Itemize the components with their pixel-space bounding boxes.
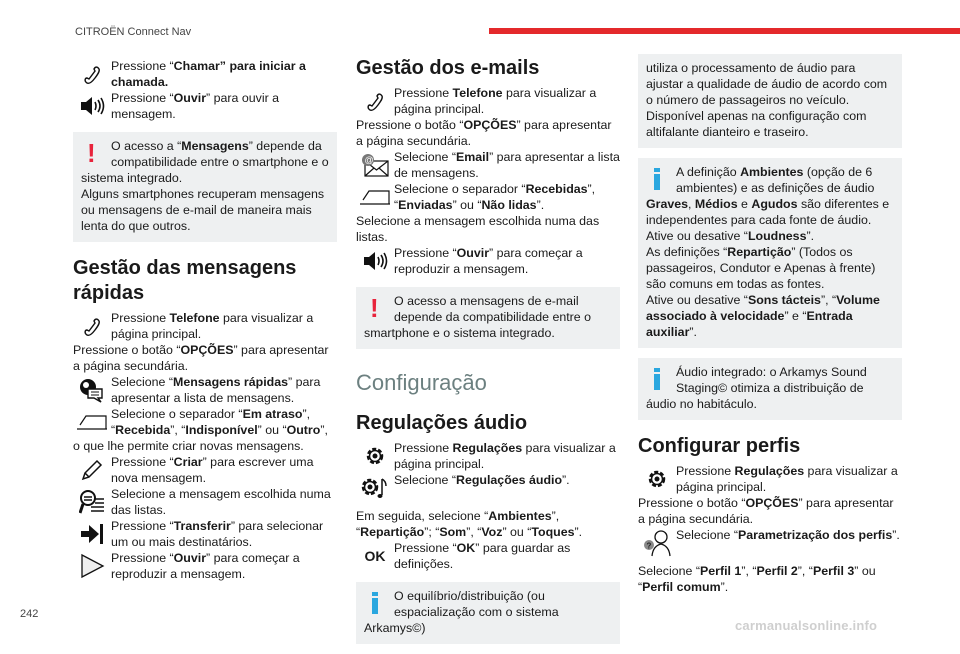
instruction-step	[638, 463, 902, 495]
subsection-heading: Gestão das mensagens rápidas	[73, 257, 297, 304]
subsection-heading: Gestão dos e-mails	[356, 57, 540, 79]
instruction-step	[73, 374, 337, 406]
text-run: Pressione “	[394, 246, 457, 260]
text-run: Selecione a mensagem escolhida numa das listas.	[356, 214, 600, 244]
svg-text:@: @	[364, 155, 374, 165]
text-run: são diferentes e independentes para cada fonte de áudio. Ative ou desative “	[646, 197, 890, 243]
text-run: Pressione “	[111, 455, 174, 469]
text-run: ” para ouvir a mensagem.	[111, 91, 280, 121]
bold-text: Transferir	[173, 519, 231, 533]
text-run: ”.	[689, 325, 697, 339]
text-run: ”; “	[424, 525, 440, 539]
warning-note	[356, 287, 620, 349]
tab-icon	[73, 406, 111, 438]
instruction-step	[356, 149, 620, 181]
text-run: Pressione “	[111, 519, 174, 533]
svg-text:?: ?	[646, 541, 652, 551]
instruction-step	[356, 245, 620, 277]
bold-text: Toques	[531, 525, 575, 539]
subsection-heading: Regulações áudio	[356, 412, 528, 434]
text-run: ” (Todos os passageiros, Condutor e Apenas à frente) são comuns em todas as fontes. Ative ou desative “	[646, 245, 876, 307]
bold-text: Recebidas	[525, 182, 588, 196]
info-icon	[364, 588, 394, 616]
text-run: Selecione “	[676, 528, 738, 542]
text-run: e	[737, 197, 752, 211]
text-run: ”, “	[170, 423, 186, 437]
bold-text: Enviadas	[398, 198, 453, 212]
text-run: Pressione o botão “	[638, 496, 746, 510]
text-run: Pressione o botão “	[73, 343, 181, 357]
text-run: Pressione o botão “	[356, 118, 464, 132]
paragraph	[356, 508, 620, 540]
bold-text: Ambientes	[488, 509, 552, 523]
phone-icon	[73, 310, 111, 342]
text-run: ”, “	[394, 182, 596, 212]
warning-icon: !	[87, 138, 96, 168]
text-run: Pressione	[676, 464, 735, 478]
bold-text: Ouvir	[173, 91, 207, 105]
bold-text: Não lidas	[481, 198, 537, 212]
gear-music-icon	[356, 472, 394, 504]
text-run: ” ou “	[502, 525, 532, 539]
bold-text: Graves	[646, 197, 689, 211]
text-run: ” para apresentar a página secundária.	[73, 343, 329, 373]
bold-text: Ouvir	[456, 246, 490, 260]
column-middle	[356, 56, 620, 654]
text-run: para visualizar a página principal.	[394, 86, 597, 116]
chat-icon	[73, 374, 111, 406]
bold-text: Regulações	[452, 441, 523, 455]
bold-text: Regulações áudio	[456, 473, 563, 487]
text-run: Pressione “	[111, 551, 174, 565]
speaker-icon	[356, 245, 394, 277]
text-run: O acesso a “	[111, 139, 182, 153]
text-run: ” para guardar as definições.	[394, 541, 571, 571]
paragraph	[638, 495, 902, 527]
instruction-step	[73, 518, 337, 550]
text-run: ” para apresentar a lista de mensagens.	[111, 375, 321, 405]
text-run: ,	[688, 197, 695, 211]
bold-text: Em atraso	[242, 407, 303, 421]
text-run: Em seguida, selecione “	[356, 509, 489, 523]
text-run: ”.	[562, 473, 570, 487]
header-accent-bar	[489, 28, 960, 34]
search-list-icon	[73, 486, 111, 518]
text-run: ”.	[536, 198, 545, 212]
bold-text: Telefone	[169, 311, 220, 325]
column-left	[73, 58, 337, 582]
bold-text: Outro	[286, 423, 321, 437]
bold-text: Perfil 2	[756, 564, 798, 578]
bold-text: Perfil comum	[642, 580, 721, 594]
bold-text: OK	[456, 541, 476, 555]
info-note	[638, 158, 902, 348]
text-run: ” para apresentar a página secundária.	[356, 118, 612, 148]
text-run: ”. As definições “	[646, 229, 815, 259]
info-note	[638, 54, 902, 148]
text-run: ”.	[720, 580, 729, 594]
text-run: O equilíbrio/distribuição (ou espacialização com o sistema Arkamys©)	[364, 589, 559, 635]
bold-text: Ambientes	[740, 165, 804, 179]
bold-text: Repartição	[360, 525, 425, 539]
bold-text: Perfil 3	[812, 564, 855, 578]
paragraph	[356, 117, 620, 149]
instruction-step	[73, 454, 337, 486]
text-run: para visualizar a página principal.	[676, 464, 898, 494]
info-icon	[646, 364, 676, 392]
text-run: ”.	[892, 528, 900, 542]
text-run: O acesso a mensagens de e-mail depende da compatibilidade entre o smartphone e o sistema integrado.	[364, 294, 592, 340]
bold-text: Mensagens rápidas	[173, 375, 289, 389]
bold-text: Agudos	[751, 197, 798, 211]
text-run: ” para selecionar um ou mais destinatários.	[111, 519, 324, 549]
ok-icon: OK	[364, 548, 386, 564]
instruction-step	[73, 310, 337, 342]
text-run: Pressione “	[111, 59, 174, 73]
paragraph	[356, 213, 620, 245]
instruction-step	[356, 85, 620, 117]
instruction-step	[638, 527, 902, 559]
page-number: 242	[20, 608, 39, 620]
bold-text: OPÇÕES	[745, 496, 799, 510]
text-run: ”, “	[466, 525, 482, 539]
bold-text: Mensagens	[181, 139, 249, 153]
header-title: CITROËN Connect Nav	[75, 26, 192, 38]
text-run: Selecione “	[638, 564, 700, 578]
email-icon	[356, 149, 394, 181]
instruction-step	[73, 406, 337, 454]
text-run: Selecione o separador “	[394, 182, 526, 196]
bold-text: Repartição	[727, 245, 792, 259]
instruction-step	[356, 540, 620, 572]
column-right	[638, 54, 902, 595]
subsection-heading: Configurar perfis	[638, 435, 801, 457]
text-run: Selecione a mensagem escolhida numa das listas.	[111, 487, 331, 517]
bold-text: Voz	[481, 525, 503, 539]
paragraph	[73, 342, 337, 374]
bold-text: Chamar” para iniciar a chamada.	[111, 59, 306, 89]
text-run: Pressione “	[111, 91, 174, 105]
gear-icon	[356, 440, 394, 472]
bold-text: Volume associado à velocidade	[646, 293, 880, 323]
section-title: Configuração	[356, 370, 487, 395]
bold-text: Regulações	[734, 464, 805, 478]
text-run: ” para apresentar a lista de mensagens.	[394, 150, 620, 180]
info-note	[356, 582, 620, 644]
gear-icon	[638, 463, 676, 495]
text-run: ” para começar a reproduzir a mensagem.	[394, 246, 583, 276]
text-run: Pressione “	[394, 541, 457, 555]
bold-text: Ouvir	[173, 551, 207, 565]
bold-text: OPÇÕES	[180, 343, 234, 357]
instruction-step	[356, 440, 620, 472]
text-run: para visualizar a página principal.	[394, 441, 616, 471]
warning-note	[73, 132, 337, 242]
text-run: ” para apresentar a página secundária.	[638, 496, 894, 526]
info-icon	[646, 164, 676, 192]
bold-text: Email	[456, 150, 490, 164]
text-run: ” ou “	[257, 423, 287, 437]
bold-text: Perfil 1	[700, 564, 742, 578]
text-run: Pressione	[394, 86, 453, 100]
text-run: ”, “	[741, 564, 757, 578]
instruction-step	[356, 472, 620, 504]
text-run: ” e “	[784, 309, 807, 323]
text-run: Selecione “	[394, 473, 456, 487]
bold-text: OPÇÕES	[463, 118, 517, 132]
bold-text: Médios	[694, 197, 738, 211]
phone-icon	[73, 58, 111, 90]
info-note	[638, 358, 902, 420]
bold-text: Parametrização dos perfis	[738, 528, 893, 542]
speaker-icon	[73, 90, 111, 122]
bold-text: Recebida	[115, 423, 171, 437]
text-run: ”, “	[111, 407, 311, 437]
text-run: Selecione “	[394, 150, 456, 164]
pencil-icon	[73, 454, 111, 486]
phone-icon	[356, 85, 394, 117]
instruction-step	[73, 550, 337, 582]
tab-icon	[356, 181, 394, 213]
profile-icon	[638, 527, 676, 559]
text-run: ”, “	[820, 293, 837, 307]
text-run: Selecione “	[111, 375, 173, 389]
text-run: (opção de 6 ambientes) e as definições de áudio	[676, 165, 875, 195]
text-run: Áudio integrado: o Arkamys Sound Staging© otimiza a distribuição de áudio no habitáculo.	[646, 365, 867, 411]
text-run: ” ou “	[452, 198, 482, 212]
text-run: ”.	[574, 525, 583, 539]
instruction-step	[356, 181, 620, 213]
text-run: ”, “	[797, 564, 813, 578]
bold-text: Sons tácteis	[747, 293, 821, 307]
text-run: ”, “	[356, 509, 560, 539]
instruction-step	[73, 486, 337, 518]
text-run: ”, o que lhe permite criar novas mensagens.	[73, 423, 328, 453]
text-run: Pressione	[394, 441, 453, 455]
forward-icon	[73, 518, 111, 550]
text-run: ” para começar a reproduzir a mensagem.	[111, 551, 300, 581]
warning-icon: !	[370, 293, 379, 323]
bold-text: Indisponível	[185, 423, 258, 437]
instruction-step	[73, 90, 337, 122]
bold-text: Loudness	[747, 229, 807, 243]
text-run: ” para escrever uma nova mensagem.	[111, 455, 314, 485]
bold-text: Entrada auxiliar	[646, 309, 853, 339]
text-run: Pressione	[111, 311, 170, 325]
bold-text: Criar	[173, 455, 203, 469]
text-run: utiliza o processamento de áudio para ajustar a qualidade de áudio de acordo com o número de passageiros no veículo. Disponível apenas na configuração com altifalante dianteiro e traseiro.	[646, 61, 888, 139]
text-run: Selecione o separador “	[111, 407, 243, 421]
watermark: carmanualsonline.info	[735, 618, 878, 633]
bold-text: Telefone	[452, 86, 503, 100]
text-run: ” ou “	[638, 564, 876, 594]
text-run: A definição	[676, 165, 741, 179]
paragraph	[638, 563, 902, 595]
instruction-step	[73, 58, 337, 90]
text-run: ” depende da compatibilidade entre o smartphone e o sistema integrado. Alguns smartphones recuperam mensagens ou mensagens de e-mail de maneira mais lenta do que outros.	[81, 139, 329, 233]
text-run: para visualizar a página principal.	[111, 311, 314, 341]
play-icon	[73, 550, 111, 582]
bold-text: Som	[439, 525, 467, 539]
